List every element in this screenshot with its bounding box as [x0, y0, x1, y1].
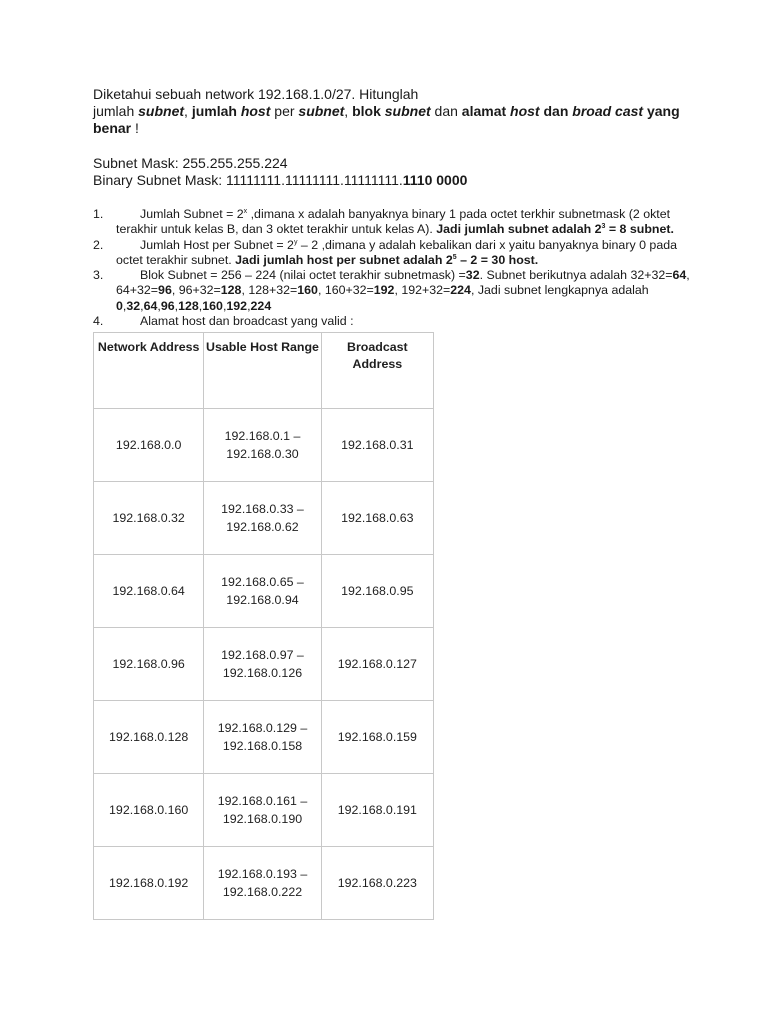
- host-range-cell: 192.168.0.129 – 192.168.0.158: [204, 701, 321, 774]
- table-row: [94, 628, 434, 701]
- host-range-cell: 192.168.0.1 – 192.168.0.30: [204, 409, 321, 482]
- broadcast-address-cell: 192.168.0.191: [321, 774, 433, 847]
- intro-line-1: Diketahui sebuah network 192.168.1.0/27. Hitunglah: [93, 86, 419, 102]
- document-page: [93, 86, 693, 920]
- broadcast-address-cell: 192.168.0.95: [321, 555, 433, 628]
- table-row: [94, 482, 434, 555]
- network-address-cell: 192.168.0.128: [94, 701, 204, 774]
- step-1: 1. Jumlah Subnet = $2^x$ ,dimana x adalah banyaknya binary 1 pada octet terkhir subnetmask (2 oktet terakhir untuk kelas B, dan 3 oktet terakhir untuk kelas A). Jadi jumlah subnet adalah $2^3 = 8$ subnet.: [93, 207, 674, 237]
- host-range-cell: 192.168.0.97 – 192.168.0.126: [204, 628, 321, 701]
- broadcast-address-cell: 192.168.0.159: [321, 701, 433, 774]
- header-usable-host-range: Usable Host Range: [204, 333, 321, 409]
- table-header-row: [94, 333, 434, 409]
- subnet-mask-line: Subnet Mask: 255.255.255.224: [93, 155, 288, 171]
- network-address-cell: 192.168.0.96: [94, 628, 204, 701]
- step-3: 3. Blok Subnet = 256 – 224 (nilai octet terakhir subnetmask) =32. Subnet berikutnya adalah 32+32=64, 64+32=96, 96+32=128, 128+32=160, 160+32=192, 192+32=224, Jadi subnet lengkapnya adalah 0,32,64,96,128,160,192,224: [93, 268, 690, 313]
- step-2: 2. Jumlah Host per Subnet = $2^y - 2$ ,dimana y adalah kebalikan dari x yaitu banyaknya binary 0 pada octet terakhir subnet. Jadi jumlah host per subnet adalah $2^5 - 2 = 30$ host.: [93, 237, 677, 267]
- broadcast-address-cell: 192.168.0.223: [321, 847, 433, 920]
- table-row: [94, 701, 434, 774]
- host-range-cell: 192.168.0.193 – 192.168.0.222: [204, 847, 321, 920]
- network-address-cell: 192.168.0.160: [94, 774, 204, 847]
- network-address-cell: 192.168.0.64: [94, 555, 204, 628]
- host-range-cell: 192.168.0.161 – 192.168.0.190: [204, 774, 321, 847]
- subnet-table: [93, 332, 434, 920]
- host-range-cell: 192.168.0.65 – 192.168.0.94: [204, 555, 321, 628]
- table-row: [94, 847, 434, 920]
- network-address-cell: 192.168.0.32: [94, 482, 204, 555]
- host-range-cell: 192.168.0.33 – 192.168.0.62: [204, 482, 321, 555]
- broadcast-address-cell: 192.168.0.63: [321, 482, 433, 555]
- step-4: 4. Alamat host dan broadcast yang valid :: [93, 314, 354, 329]
- table-row: [94, 774, 434, 847]
- broadcast-address-cell: 192.168.0.127: [321, 628, 433, 701]
- table-row: [94, 555, 434, 628]
- network-address-cell: 192.168.0.0: [94, 409, 204, 482]
- header-network-address: Network Address: [94, 333, 204, 409]
- solution-steps: [93, 207, 693, 329]
- header-broadcast-address: Broadcast Address: [321, 333, 433, 409]
- subnet-mask-block: [93, 155, 693, 189]
- problem-statement: Diketahui sebuah network 192.168.1.0/27. Hitunglah jumlah subnet, jumlah host per subnet, blok subnet dan alamat host dan broad cast yang benar !: [93, 86, 680, 136]
- table-row: [94, 409, 434, 482]
- binary-mask-line: Binary Subnet Mask: 11111111.11111111.11111111.1110 0000: [93, 172, 468, 188]
- broadcast-address-cell: 192.168.0.31: [321, 409, 433, 482]
- network-address-cell: 192.168.0.192: [94, 847, 204, 920]
